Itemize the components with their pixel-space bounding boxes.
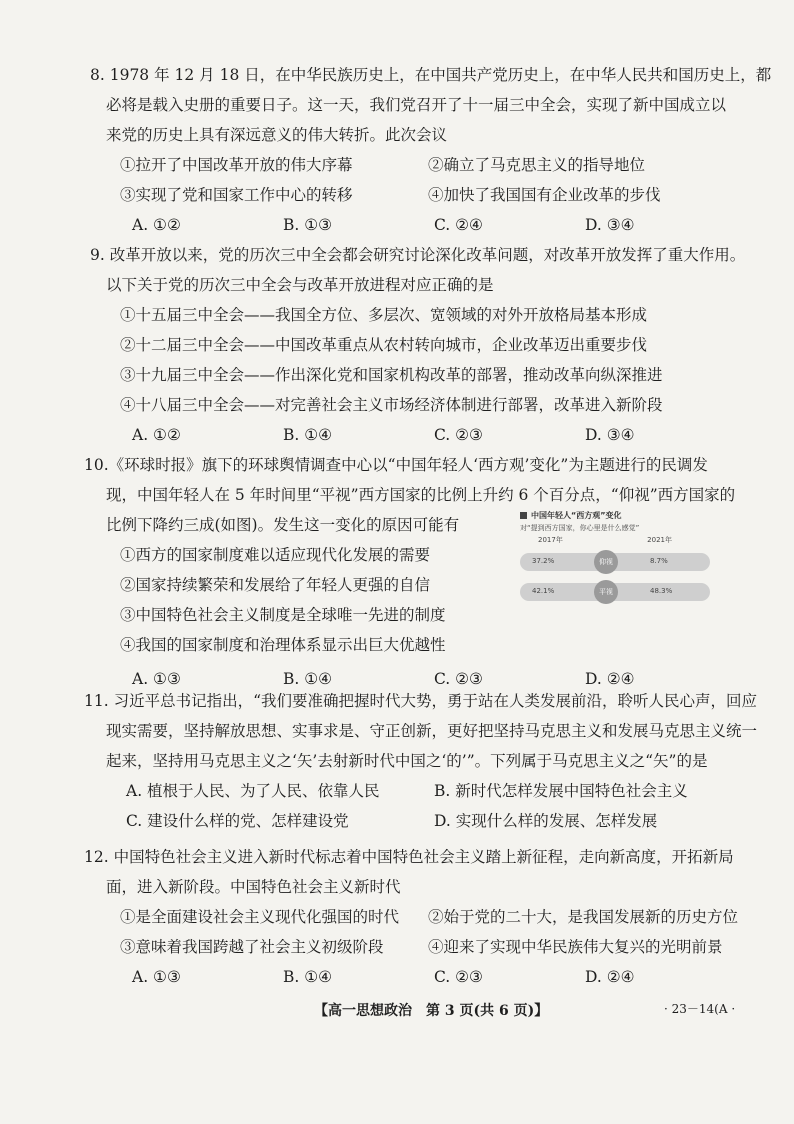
q12-item-4: ④迎来了实现中华民族伟大复兴的光明前景	[428, 938, 723, 956]
q8-option-a[interactable]: A. ①②	[132, 216, 181, 234]
question-11	[84, 686, 758, 836]
q8-item-1: ①拉开了中国改革开放的伟大序幕	[120, 156, 353, 174]
q11-option-d[interactable]: D. 实现什么样的发展、怎样发展	[434, 812, 658, 830]
q9-option-a[interactable]: A. ①②	[132, 426, 181, 444]
q10-item-1: ①西方的国家制度难以适应现代化发展的需要	[120, 546, 431, 564]
q8-item-3: ③实现了党和国家工作中心的转移	[120, 186, 353, 204]
yangshi-2017-value: 37.2%	[532, 557, 555, 565]
q8-stem-3: 来党的历史上具有深远意义的伟大转折。此次会议	[106, 126, 448, 144]
q11-stem-3: 起来，坚持用马克思主义之‘矢’去射新时代中国之‘的’”。下列属于马克思主义之“矢”的是	[106, 752, 708, 770]
chart-title-row	[520, 510, 710, 521]
pingshi-2021-value: 48.3%	[650, 587, 673, 595]
q9-stem-2: 以下关于党的历次三中全会与改革开放进程对应正确的是	[106, 276, 494, 294]
page-footer: 【高一思想政治 第 3 页(共 6 页)】	[314, 1003, 549, 1019]
pingshi-2017-value: 42.1%	[532, 587, 555, 595]
question-12	[84, 842, 744, 992]
q10-item-2: ②国家持续繁荣和发展给了年轻人更强的自信	[120, 576, 431, 594]
q12-stem-2: 面，进入新阶段。中国特色社会主义新时代	[106, 878, 401, 896]
q10-option-b[interactable]: B. ①④	[283, 670, 333, 688]
q8-option-b[interactable]: B. ①③	[283, 216, 333, 234]
q12-options	[104, 962, 744, 992]
q10-stem-3: 比例下降约三成(如图)。发生这一变化的原因可能有	[106, 516, 460, 534]
q11-option-a[interactable]: A. 植根于人民、为了人民、依靠人民	[126, 782, 380, 800]
year-2017: 2017年	[538, 536, 563, 544]
q8-options	[104, 210, 744, 240]
q12-item-1: ①是全面建设社会主义现代化强国的时代	[120, 908, 400, 926]
question-8	[90, 60, 772, 240]
q9-item-3: ③十九届三中全会——作出深化党和国家机构改革的部署，推动改革向纵深推进	[120, 366, 663, 384]
chart-subtitle: 对“提到西方国家，你心里是什么感觉”	[520, 524, 640, 532]
exam-code: · 23－14(A ·	[664, 1002, 736, 1016]
q10-option-d[interactable]: D. ②④	[585, 670, 635, 688]
q10-stem-1: 10.《环球时报》旗下的环球舆情调查中心以“中国年轻人‘西方观’变化”为主题进行的民调发	[84, 456, 708, 474]
year-2021: 2021年	[647, 536, 672, 544]
q8-stem-1: 8. 1978 年 12 月 18 日，在中华民族历史上，在中国共产党历史上，在中华人民共和国历史上，都	[90, 66, 772, 84]
q11-options-row-1	[104, 776, 744, 806]
q12-option-b[interactable]: B. ①④	[283, 968, 333, 986]
q11-option-c[interactable]: C. 建设什么样的党、怎样建设党	[126, 812, 349, 830]
q10-option-a[interactable]: A. ①③	[132, 670, 181, 688]
q12-option-c[interactable]: C. ②③	[434, 968, 483, 986]
yangshi-label: 仰视	[594, 550, 618, 574]
chart-title: 中国年轻人“西方观”变化	[531, 511, 622, 520]
q12-stem-1: 12. 中国特色社会主义进入新时代标志着中国特色社会主义踏上新征程，走向新高度，开拓新局	[84, 848, 734, 866]
q9-option-b[interactable]: B. ①④	[283, 426, 333, 444]
q10-stem-2: 现，中国年轻人在 5 年时间里“平视”西方国家的比例上升约 6 个百分点，“仰视”西方国家的	[106, 486, 736, 504]
q8-stem-2: 必将是载入史册的重要日子。这一天，我们党召开了十一届三中全会，实现了新中国成立以	[106, 96, 727, 114]
q9-option-c[interactable]: C. ②③	[434, 426, 483, 444]
q12-item-2: ②始于党的二十大，是我国发展新的历史方位	[428, 908, 739, 926]
q10-item-4: ④我国的国家制度和治理体系显示出巨大优越性	[120, 636, 446, 654]
q10-item-3: ③中国特色社会主义制度是全球唯一先进的制度	[120, 606, 446, 624]
q9-item-1: ①十五届三中全会——我国全方位、多层次、宽领域的对外开放格局基本形成	[120, 306, 648, 324]
chart-row-yangshi	[520, 553, 710, 571]
q9-options	[104, 420, 744, 450]
question-9	[90, 240, 746, 450]
q9-item-4: ④十八届三中全会——对完善社会主义市场经济体制进行部署，改革进入新阶段	[120, 396, 663, 414]
yangshi-2021-value: 8.7%	[650, 557, 668, 565]
q11-options-row-2	[104, 806, 744, 836]
q9-option-d[interactable]: D. ③④	[585, 426, 635, 444]
q8-item-2: ②确立了马克思主义的指导地位	[428, 156, 646, 174]
survey-chart	[520, 510, 710, 625]
q8-option-d[interactable]: D. ③④	[585, 216, 635, 234]
q12-option-d[interactable]: D. ②④	[585, 968, 635, 986]
square-bullet-icon	[520, 512, 527, 519]
q12-option-a[interactable]: A. ①③	[132, 968, 181, 986]
chart-row-pingshi	[520, 583, 710, 601]
pingshi-label: 平视	[594, 580, 618, 604]
chart-years	[520, 533, 710, 545]
q8-option-c[interactable]: C. ②④	[434, 216, 483, 234]
q8-item-4: ④加快了我国国有企业改革的步伐	[428, 186, 661, 204]
q9-item-2: ②十二届三中全会——中国改革重点从农村转向城市，企业改革迈出重要步伐	[120, 336, 648, 354]
q12-item-3: ③意味着我国跨越了社会主义初级阶段	[120, 938, 384, 956]
q9-stem-1: 9. 改革开放以来，党的历次三中全会都会研究讨论深化改革问题，对改革开放发挥了重大作用。	[90, 246, 746, 264]
q10-option-c[interactable]: C. ②③	[434, 670, 483, 688]
q11-option-b[interactable]: B. 新时代怎样发展中国特色社会主义	[434, 782, 688, 800]
q11-stem-2: 现实需要，坚持解放思想、实事求是、守正创新，更好把坚持马克思主义和发展马克思主义统一	[106, 722, 758, 740]
q11-stem-1: 11. 习近平总书记指出，“我们要准确把握时代大势，勇于站在人类发展前沿，聆听人民心声，回应	[84, 692, 758, 710]
